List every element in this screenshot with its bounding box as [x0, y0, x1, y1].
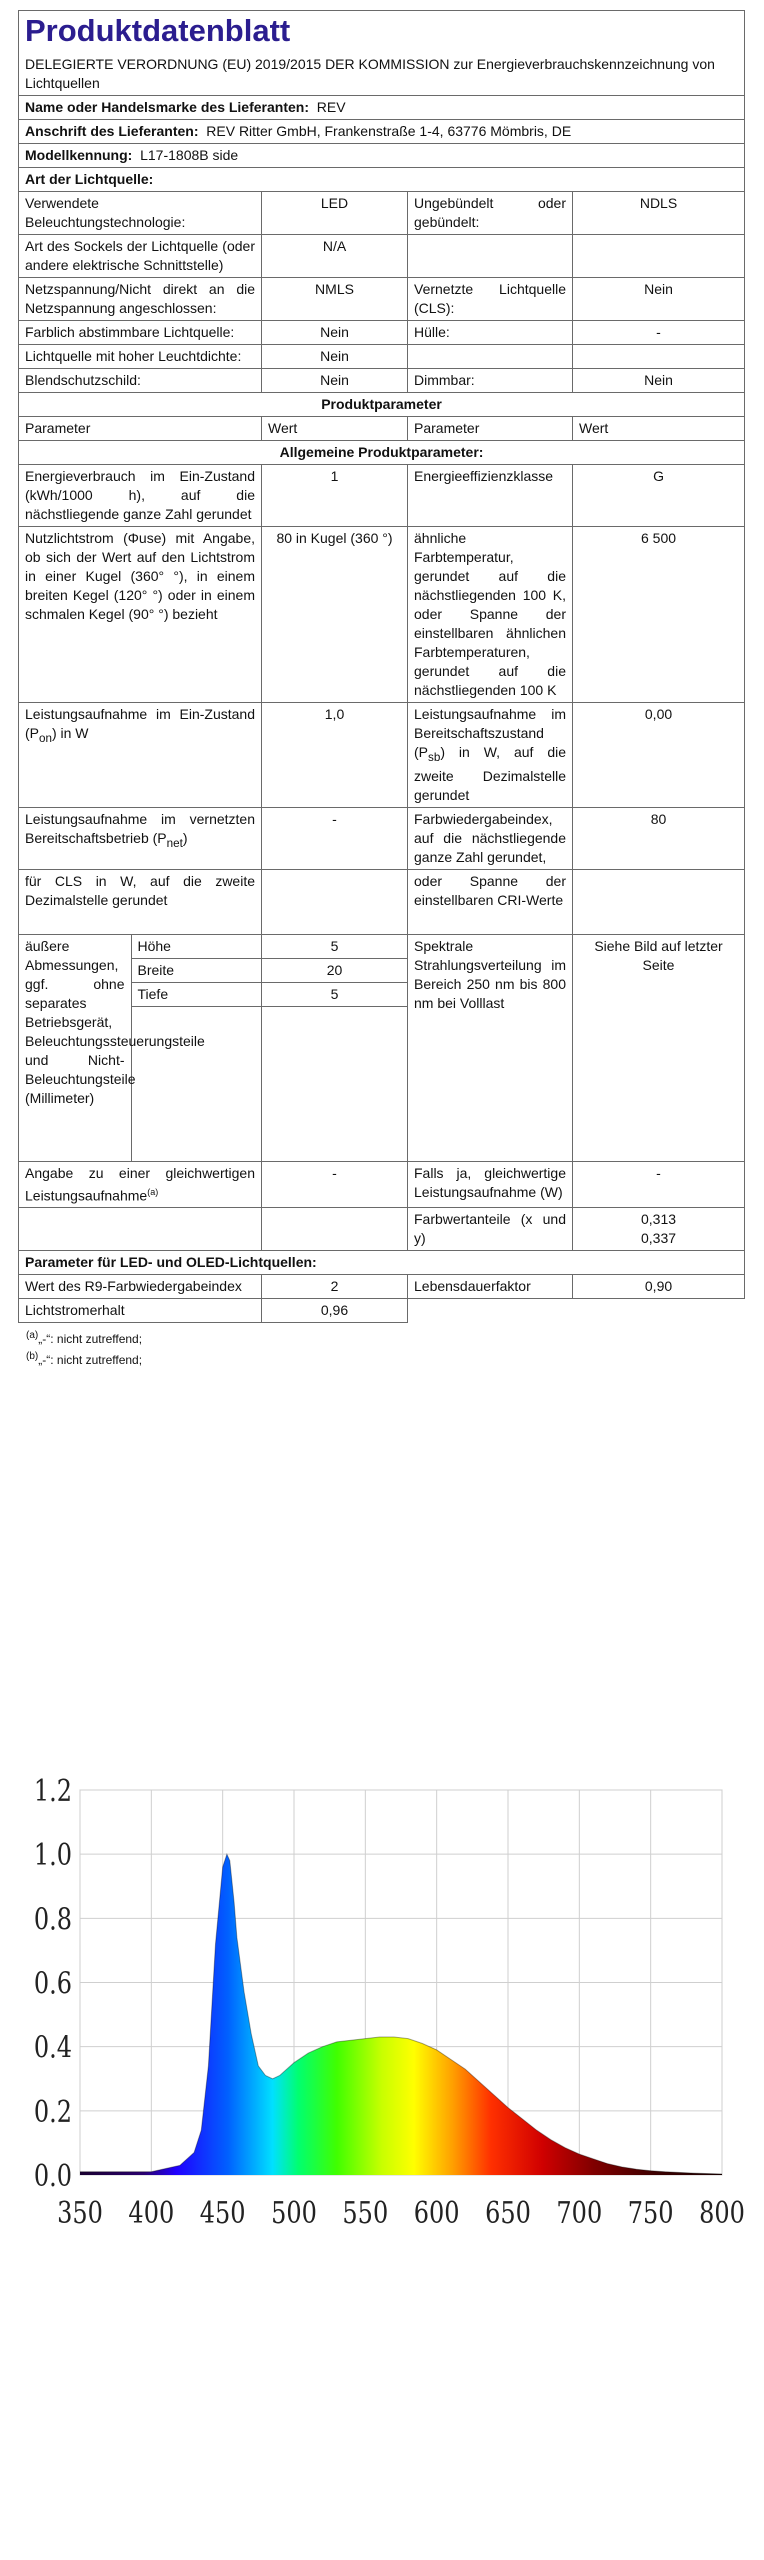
footnote-a — [26, 1327, 744, 1348]
pon-label-unit: ) in W — [51, 725, 89, 741]
general-params-heading: Allgemeine Produktparameter: — [19, 441, 745, 465]
energy-label: Energieverbrauch im Ein-Zustand (kWh/1000 h), auf die nächstliegende ganze Zahl gerundet — [19, 465, 262, 527]
col-header-value: Wert — [262, 417, 408, 441]
light-source-row — [19, 321, 745, 345]
flux-label: Nutzlichtstrom (Φuse) mit Angabe, ob sich der Wert auf den Lichtstrom in einer Kugel (360° °), in einem breiten Kegel (120° °) oder in einem schmalen Kegel (90° °) bezieht — [19, 527, 262, 703]
col-header-value: Wert — [573, 417, 745, 441]
y-tick-label: 0.2 — [33, 2095, 72, 2130]
ls-value-1: LED — [262, 192, 408, 235]
psb-label — [408, 703, 573, 808]
light-source-heading-row — [19, 168, 745, 192]
ls-label-1: Lichtquelle mit hoher Leuchtdichte: — [19, 345, 262, 369]
cri-label: Farbwiedergabeindex, auf die nächstliegende ganze Zahl gerundet, — [408, 807, 573, 869]
supplier-name-value: REV — [316, 99, 346, 115]
ls-value-1: Nein — [262, 369, 408, 393]
equiv-power-label: Falls ja, gleichwertige Leistungsaufnahme (W) — [408, 1161, 573, 1208]
ls-label-1: Blendschutzschild: — [19, 369, 262, 393]
power-row — [19, 703, 745, 808]
led-params-heading: Parameter für LED- und OLED-Lichtquellen: — [19, 1251, 745, 1275]
led-params-heading-row — [19, 1251, 745, 1275]
lifetime-factor-label: Lebensdauerfaktor — [408, 1275, 573, 1299]
y-tick-label: 1.2 — [33, 1774, 72, 1809]
y-tick-label: 0.0 — [33, 2159, 72, 2194]
ls-label-1: Farblich abstimmbare Lichtquelle: — [19, 321, 262, 345]
pon-label-text: Leistungsaufnahme im Ein-Zustand (P — [25, 706, 255, 741]
ls-value-1: Nein — [262, 321, 408, 345]
ls-label-1: Art des Sockels der Lichtquelle (oder andere elektrische Schnittstelle) — [19, 235, 262, 278]
x-tick-label: 650 — [485, 2196, 531, 2231]
dimensions-subtable — [19, 935, 261, 1161]
x-tick-label: 450 — [199, 2196, 246, 2231]
ls-value-1: NMLS — [262, 278, 408, 321]
supplier-address-row — [19, 120, 745, 144]
x-tick-label: 500 — [271, 2196, 317, 2231]
light-source-row — [19, 369, 745, 393]
ls-label-2: Hülle: — [408, 321, 573, 345]
empty-cell — [19, 1208, 262, 1251]
psb-value: 0,00 — [573, 703, 745, 808]
ls-label-2 — [408, 235, 573, 278]
x-tick-label: 600 — [413, 2196, 460, 2231]
r9-row — [19, 1275, 745, 1299]
cct-value: 6 500 — [573, 527, 745, 703]
dim-name-width: Breite — [131, 958, 261, 982]
x-tick-label: 750 — [627, 2196, 674, 2231]
supplier-name-label: Name oder Handelsmarke des Lieferanten: — [25, 99, 309, 115]
energy-row — [19, 465, 745, 527]
light-source-heading: Art der Lichtquelle: — [19, 168, 745, 192]
dim-name-depth: Tiefe — [131, 982, 261, 1006]
r9-label: Wert des R9-Farbwiedergabeindex — [19, 1275, 262, 1299]
empty-cell — [262, 1208, 408, 1251]
energy-class-value: G — [573, 465, 745, 527]
pnet-label-end: ) — [182, 829, 188, 846]
product-params-heading-row — [19, 393, 745, 417]
y-tick-label: 0.4 — [33, 2031, 72, 2066]
ls-label-1: Verwendete Beleuchtungstechnologie: — [19, 192, 262, 235]
ls-value-2 — [573, 345, 745, 369]
footnote-b-text: „-“: nicht zutreffend; — [38, 1353, 143, 1368]
ls-value-2: NDLS — [573, 192, 745, 235]
light-source-row — [19, 192, 745, 235]
equiv-footnote-mark: (a) — [147, 1186, 159, 1197]
empty-cell — [131, 1006, 261, 1161]
pon-label — [19, 703, 262, 808]
cri-label-continuation: oder Spanne der einstellbaren CRI-Werte — [408, 869, 573, 934]
pnet-label-text: Leistungsaufnahme im vernetzten Bereitschaftsbetrieb (P — [25, 810, 255, 846]
footnote-b — [26, 1348, 744, 1369]
ls-value-2: Nein — [573, 278, 745, 321]
product-params-heading: Produktparameter — [19, 393, 745, 417]
ls-label-1: Netzspannung/Nicht direkt an die Netzspannung angeschlossen: — [19, 278, 262, 321]
cri-value: 80 — [573, 807, 745, 869]
col-header-parameter: Parameter — [408, 417, 573, 441]
pnet-subscript: net — [166, 836, 183, 850]
dim-value-width: 20 — [262, 958, 407, 982]
ls-value-2: - — [573, 321, 745, 345]
pnet-label — [19, 807, 262, 869]
cct-label: ähnliche Farbtemperatur, gerundet auf die nächstliegenden 100 K, oder Spanne der einstellbaren ähnlichen Farbtemperaturen, gerundet auf die nächstliegenden 100 K — [408, 527, 573, 703]
x-tick-labels — [57, 2196, 745, 2230]
model-value: L17-1808B side — [140, 147, 239, 163]
psb-label-unit: ) in W, auf die zweite Dezimalstelle gerundet — [414, 744, 566, 803]
x-tick-label: 800 — [699, 2196, 745, 2231]
ls-label-2: Dimmbar: — [408, 369, 573, 393]
dimensions-label: äußere Abmessungen, ggf. ohne separates Betriebsgerät, Beleuchtungssteuerungsteile und Nicht-Beleuchtungsteile (Millimeter) — [25, 937, 205, 1106]
regulation-subtitle: DELEGIERTE VERORDNUNG (EU) 2019/2015 DER KOMMISSION zur Energieverbrauchskennzeichnung von Lichtquellen — [25, 56, 715, 91]
empty-cell — [573, 1299, 745, 1323]
ls-label-2: Ungebündelt oder gebündelt: — [408, 192, 573, 235]
ls-value-2 — [573, 235, 745, 278]
equiv-label — [19, 1161, 262, 1208]
model-row — [19, 144, 745, 168]
ls-label-2 — [408, 345, 573, 369]
dim-value-height: 5 — [262, 935, 407, 959]
equivalent-power-row — [19, 1161, 745, 1208]
empty-cell — [408, 1299, 573, 1323]
chromaticity-values — [573, 1208, 745, 1251]
pnet-row — [19, 807, 745, 869]
equiv-value: - — [262, 1161, 408, 1208]
supplier-address-value: REV Ritter GmbH, Frankenstraße 1-4, 63776 Mömbris, DE — [206, 123, 572, 139]
flux-value: 80 in Kugel (360 °) — [262, 527, 408, 703]
flux-row — [19, 527, 745, 703]
lumen-maintenance-label: Lichtstromerhalt — [19, 1299, 262, 1323]
footnote-a-mark: (a) — [26, 1330, 39, 1342]
chromaticity-label: Farbwertanteile (x und y) — [408, 1208, 573, 1251]
column-header-row — [19, 417, 745, 441]
ls-value-2: Nein — [573, 369, 745, 393]
energy-class-label: Energieeffizienzklasse — [408, 465, 573, 527]
light-source-row — [19, 235, 745, 278]
spectrum-chart — [0, 1745, 764, 2245]
chromaticity-row — [19, 1208, 745, 1251]
lumen-maintenance-value: 0,96 — [262, 1299, 408, 1323]
chromaticity-x: 0,313 — [640, 1211, 677, 1228]
spd-label: Spektrale Strahlungsverteilung im Bereich 250 nm bis 800 nm bei Volllast — [408, 934, 573, 1161]
y-tick-label: 0.8 — [33, 1902, 72, 1938]
page-title: Produktdatenblatt — [25, 13, 291, 48]
ls-value-1: Nein — [262, 345, 408, 369]
pnet-continuation-row — [19, 869, 745, 934]
model-label: Modellkennung: — [25, 147, 133, 163]
x-tick-label: 350 — [57, 2196, 103, 2231]
ls-label-2: Vernetzte Lichtquelle (CLS): — [408, 278, 573, 321]
light-source-row — [19, 345, 745, 369]
x-tick-label: 550 — [342, 2196, 389, 2231]
dimensions-values-cell — [262, 934, 408, 1161]
x-tick-label: 400 — [128, 2196, 175, 2231]
pnet-value: - — [262, 807, 408, 869]
pon-subscript: on — [39, 731, 52, 745]
datasheet-table — [18, 10, 745, 1323]
datasheet — [18, 10, 744, 1369]
equiv-power-value: - — [573, 1161, 745, 1208]
x-tick-label: 700 — [556, 2196, 603, 2231]
supplier-address-label: Anschrift des Lieferanten: — [25, 123, 199, 139]
psb-subscript: sb — [428, 750, 441, 764]
dim-name-height: Höhe — [131, 935, 261, 959]
y-tick-label: 0.6 — [33, 1966, 72, 2002]
light-source-row — [19, 278, 745, 321]
dimensions-values — [262, 935, 407, 1161]
y-tick-label: 1.0 — [33, 1838, 72, 1873]
energy-value: 1 — [262, 465, 408, 527]
dimensions-cell — [19, 934, 262, 1161]
spd-value: Siehe Bild auf letzter Seite — [573, 934, 745, 1161]
r9-value: 2 — [262, 1275, 408, 1299]
empty-cell — [573, 869, 745, 934]
general-params-heading-row — [19, 441, 745, 465]
footnote-b-mark: (b) — [26, 1351, 39, 1363]
y-tick-labels — [34, 1774, 72, 2193]
psb-label-text: Leistungsaufnahme im Bereitschaftszustand (P — [414, 706, 566, 760]
col-header-parameter: Parameter — [19, 417, 262, 441]
lumen-maintenance-row — [19, 1299, 745, 1323]
ls-value-1: N/A — [262, 235, 408, 278]
empty-cell — [262, 1006, 407, 1161]
header-row — [19, 11, 745, 96]
empty-cell — [262, 869, 408, 934]
chromaticity-y: 0,337 — [640, 1230, 677, 1247]
supplier-name-row — [19, 96, 745, 120]
dimensions-row — [19, 934, 745, 1161]
pon-value: 1,0 — [262, 703, 408, 808]
equiv-label-text: Angabe zu einer gleichwertigen Leistungsaufnahme — [25, 1164, 255, 1204]
pnet-label-continuation: für CLS in W, auf die zweite Dezimalstelle gerundet — [19, 869, 262, 934]
dim-value-depth: 5 — [262, 982, 407, 1006]
lifetime-factor-value: 0,90 — [573, 1275, 745, 1299]
footnote-a-text: „-“: nicht zutreffend; — [38, 1332, 143, 1347]
